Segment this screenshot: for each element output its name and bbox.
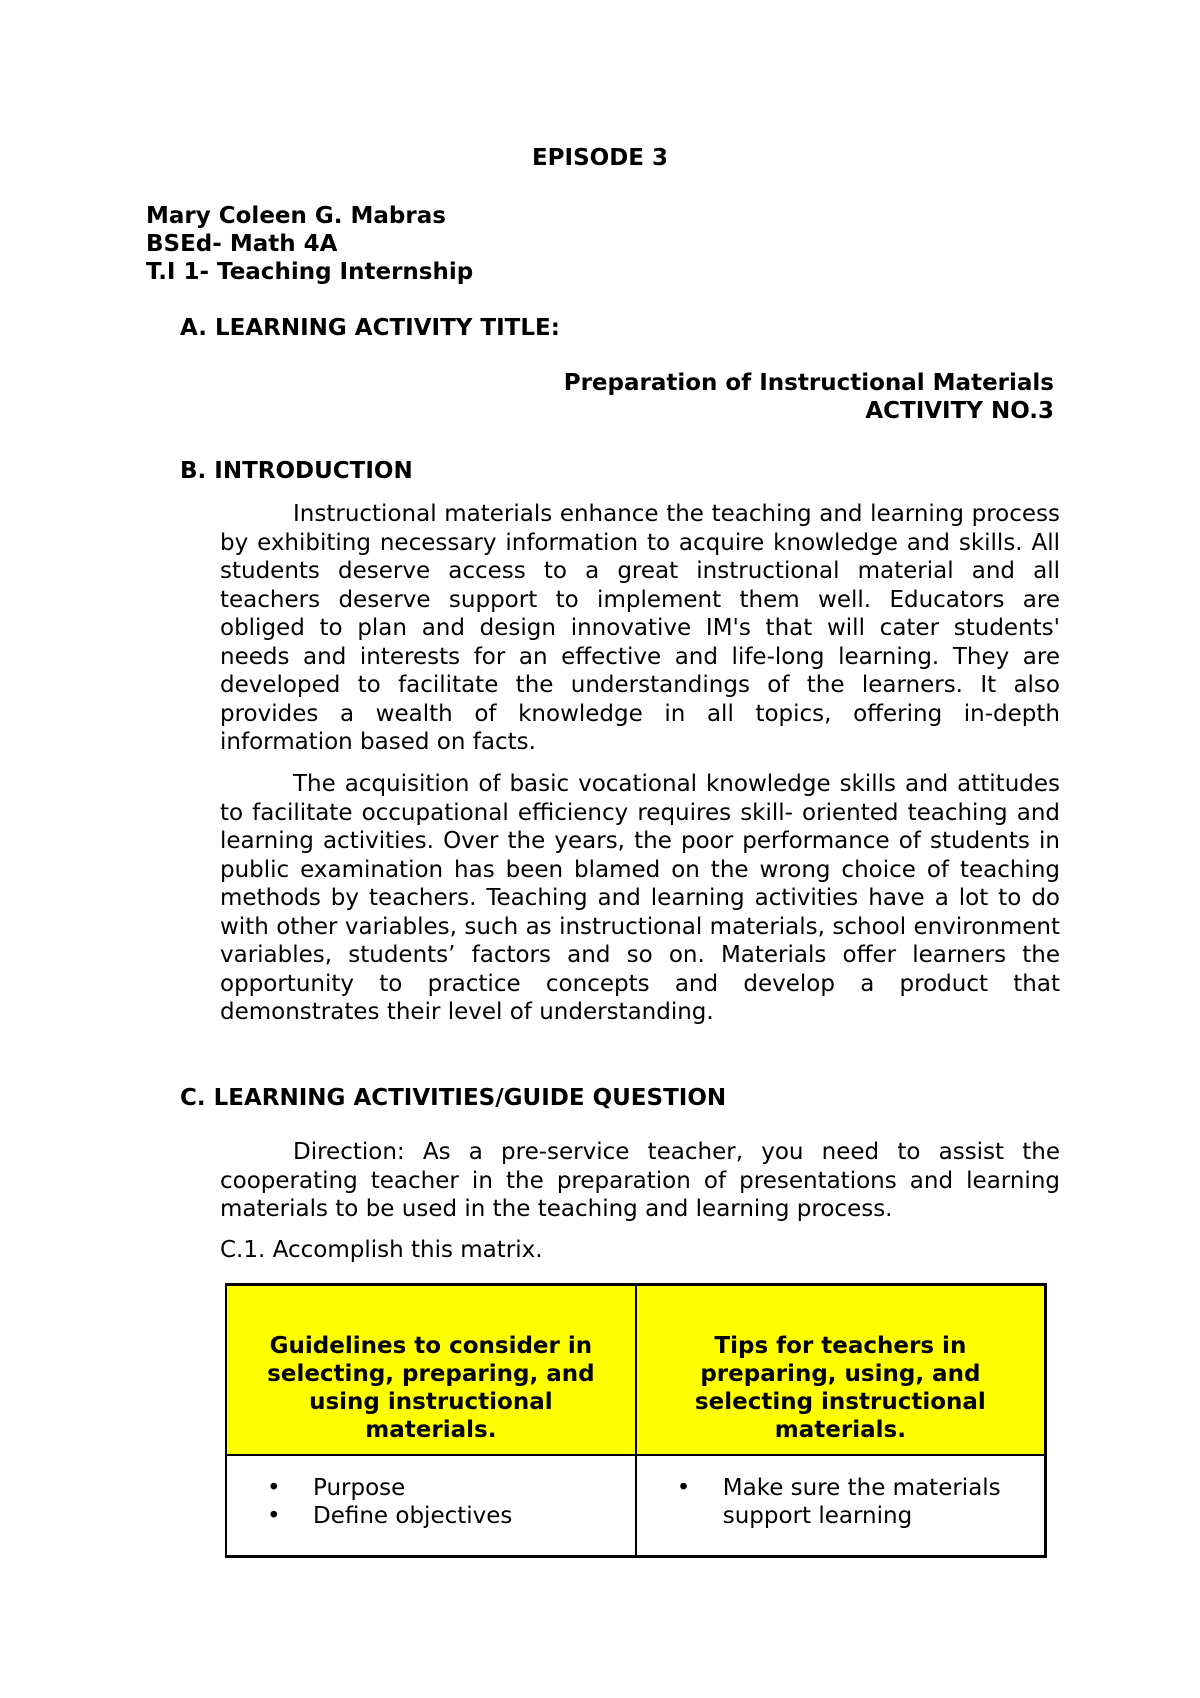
matrix-header-guidelines: Guidelines to consider in selecting, preparing, and using instructional materials.: [226, 1285, 636, 1455]
section-b-heading: B. INTRODUCTION: [180, 458, 413, 484]
matrix-cell-tips: [636, 1455, 1046, 1557]
subject-name: T.I 1- Teaching Internship: [146, 259, 474, 285]
matrix-body-row: [226, 1455, 1046, 1557]
matrix-table: [225, 1283, 1047, 1558]
matrix-header-row: [226, 1285, 1046, 1455]
activity-title-block: [564, 369, 1054, 425]
c1-instruction: C.1. Accomplish this matrix.: [220, 1237, 543, 1263]
guideline-item: • Purpose: [313, 1474, 625, 1502]
student-course: BSEd- Math 4A: [146, 231, 338, 257]
student-name: Mary Coleen G. Mabras: [146, 203, 446, 229]
tip-item: • Make sure the materials support learning: [723, 1474, 1034, 1530]
guideline-item: • Define objectives: [313, 1502, 625, 1530]
direction-paragraph: Direction: As a pre-service teacher, you need to assist the cooperating teacher in the preparation of presentations and learning materials to be used in the teaching and learning process.: [220, 1139, 1060, 1222]
student-info: [146, 202, 473, 286]
section-a-heading: A. LEARNING ACTIVITY TITLE:: [180, 315, 560, 341]
matrix-header-tips: Tips for teachers in preparing, using, and selecting instructional materials.: [636, 1285, 1046, 1455]
tips-list: [647, 1474, 1034, 1530]
introduction-paragraph-1: Instructional materials enhance the teaching and learning process by exhibiting necessary information to acquire knowledge and skills. All students deserve access to a great instructional material and all teachers deserve support to implement them well. Educators are obliged to plan and design innovative IM's that will cater students' needs and interests for an effective and life-long learning. They are developed to facilitate the understandings of the learners. It also provides a wealth of knowledge in all topics, offering in-depth information based on facts.: [220, 501, 1060, 755]
activity-title: Preparation of Instructional Materials: [563, 370, 1054, 396]
guidelines-list: [237, 1474, 625, 1530]
episode-title: EPISODE 3: [531, 145, 669, 171]
activity-number: ACTIVITY NO.3: [865, 398, 1054, 424]
matrix-cell-guidelines: [226, 1455, 636, 1557]
introduction-paragraph-2: The acquisition of basic vocational knowledge skills and attitudes to facilitate occupational efficiency requires skill- oriented teaching and learning activities. Over the years, the poor performance of students in public examination has been blamed on the wrong choice of teaching methods by teachers. Teaching and learning activities have a lot to do with other variables, such as instructional materials, school environment variables, students’ factors and so on. Materials offer learners the opportunity to practice concepts and develop a product that demonstrates their level of understanding.: [220, 771, 1060, 1025]
section-c-heading: C. LEARNING ACTIVITIES/GUIDE QUESTION: [180, 1085, 727, 1111]
